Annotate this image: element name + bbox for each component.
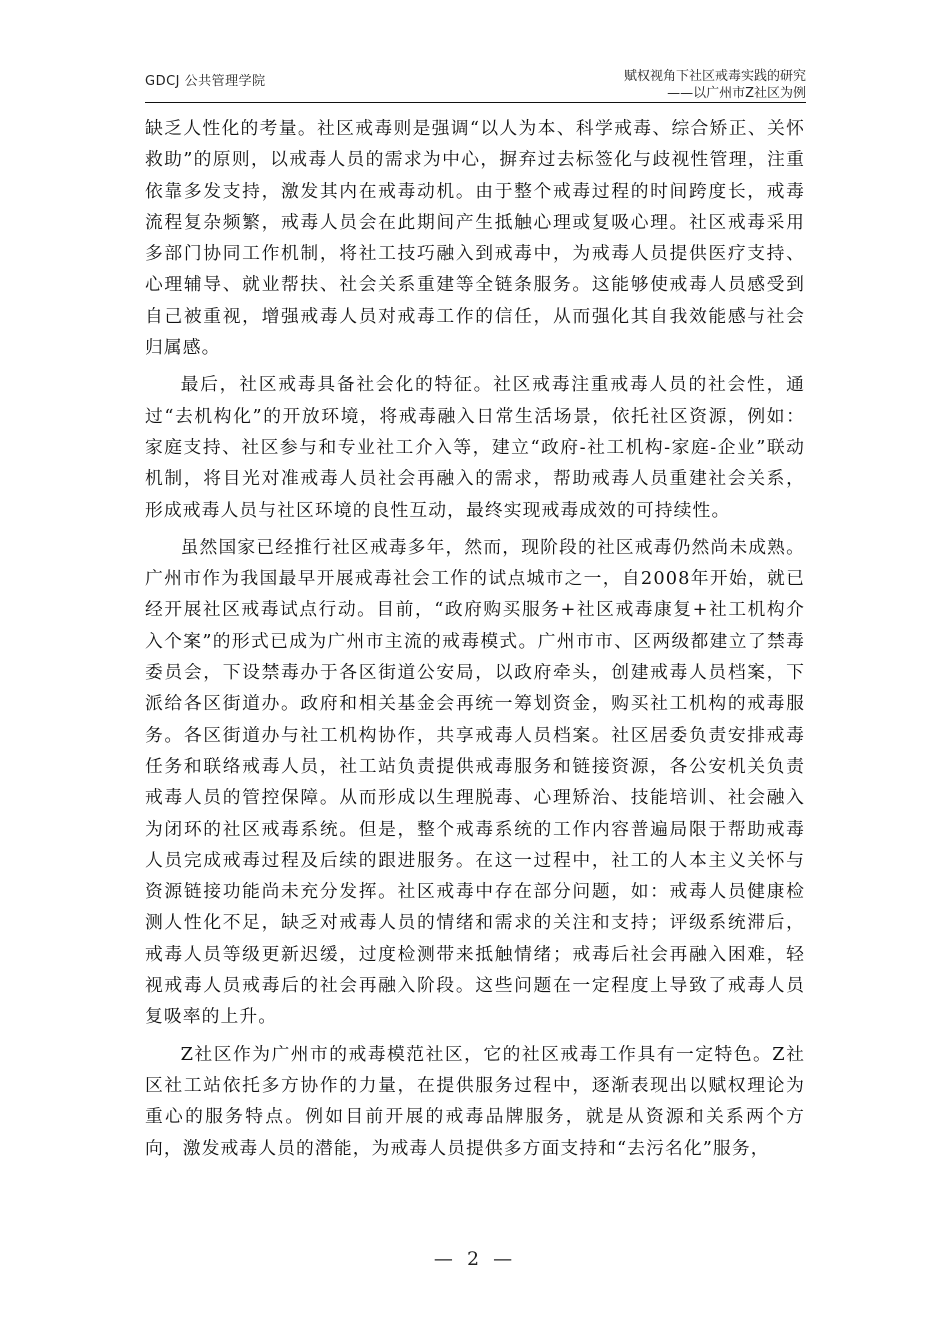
- page-number: — 2 —: [433, 1248, 517, 1270]
- header-title-sub: ——以广州市Z社区为例: [667, 86, 806, 101]
- header-title-main: 赋权视角下社区戒毒实践的研究: [623, 69, 806, 84]
- header-institution: GDCJ 公共管理学院: [145, 74, 266, 89]
- paragraph-3: 虽然国家已经推行社区戒毒多年，然而，现阶段的社区戒毒仍然尚未成熟。广州市作为我国最早开展戒毒社会工作的试点城市之一，自2008年开始，就已经开展社区戒毒试点行动。目前，“政府购买服务+社区戒毒康复+社工机构介入个案”的形式已成为广州市主流的戒毒模式。广州市市、区两级都建立了禁毒委员会，下设禁毒办于各区街道公安局，以政府牵头，创建戒毒人员档案，下派给各区街道办。政府和相关基金会再统一筹划资金，购买社工机构的戒毒服务。各区街道办与社工机构协作，共享戒毒人员档案。社区居委负责安排戒毒任务和联络戒毒人员，社工站负责提供戒毒服务和链接资源，各公安机关负责戒毒人员的管控保障。从而形成以生理脱毒、心理矫治、技能培训、社会融入为闭环的社区戒毒系统。但是，整个戒毒系统的工作内容普遍局限于帮助戒毒人员完成戒毒过程及后续的跟进服务。在这一过程中，社工的人本主义关怀与资源链接功能尚未充分发挥。社区戒毒中存在部分问题，如：戒毒人员健康检测人性化不足，缺乏对戒毒人员的情绪和需求的关注和支持；评级系统滞后，戒毒人员等级更新迟缓，过度检测带来抵触情绪；戒毒后社会再融入困难，轻视戒毒人员戒毒后的社会再融入阶段。这些问题在一定程度上导致了戒毒人员复吸率的上升。: [145, 536, 805, 1028]
- paragraph-1: 缺乏人性化的考量。社区戒毒则是强调“以人为本、科学戒毒、综合矫正、关怀救助”的原则，以戒毒人员的需求为中心，摒弃过去标签化与歧视性管理，注重依靠多发支持，激发其内在戒毒动机。由于整个戒毒过程的时间跨度长，戒毒流程复杂频繁，戒毒人员会在此期间产生抵触心理或复吸心理。社区戒毒采用多部门协同工作机制，将社工技巧融入到戒毒中，为戒毒人员提供医疗支持、心理辅导、就业帮扶、社会关系重建等全链条服务。这能够使戒毒人员感受到自己被重视，增强戒毒人员对戒毒工作的信任，从而强化其自我效能感与社会归属感。: [145, 118, 805, 359]
- header-title: [624, 68, 806, 102]
- header-divider: [145, 102, 806, 103]
- paragraph-2: 最后，社区戒毒具备社会化的特征。社区戒毒注重戒毒人员的社会性，通过“去机构化”的开放环境，将戒毒融入日常生活场景，依托社区资源，例如：家庭支持、社区参与和专业社工介入等，建立“政府-社工机构-家庭-企业”联动机制，将目光对准戒毒人员社会再融入的需求，帮助戒毒人员重建社会关系，形成戒毒人员与社区环境的良性互动，最终实现戒毒成效的可持续性。: [145, 374, 805, 521]
- paragraph-4: Z社区作为广州市的戒毒模范社区，它的社区戒毒工作具有一定特色。Z社区社工站依托多方协作的力量，在提供服务过程中，逐渐表现出以赋权理论为重心的服务特点。例如目前开展的戒毒品牌服务，就是从资源和关系两个方向，激发戒毒人员的潜能，为戒毒人员提供多方面支持和“去污名化”服务，: [145, 1043, 805, 1159]
- document-body: [145, 113, 805, 1170]
